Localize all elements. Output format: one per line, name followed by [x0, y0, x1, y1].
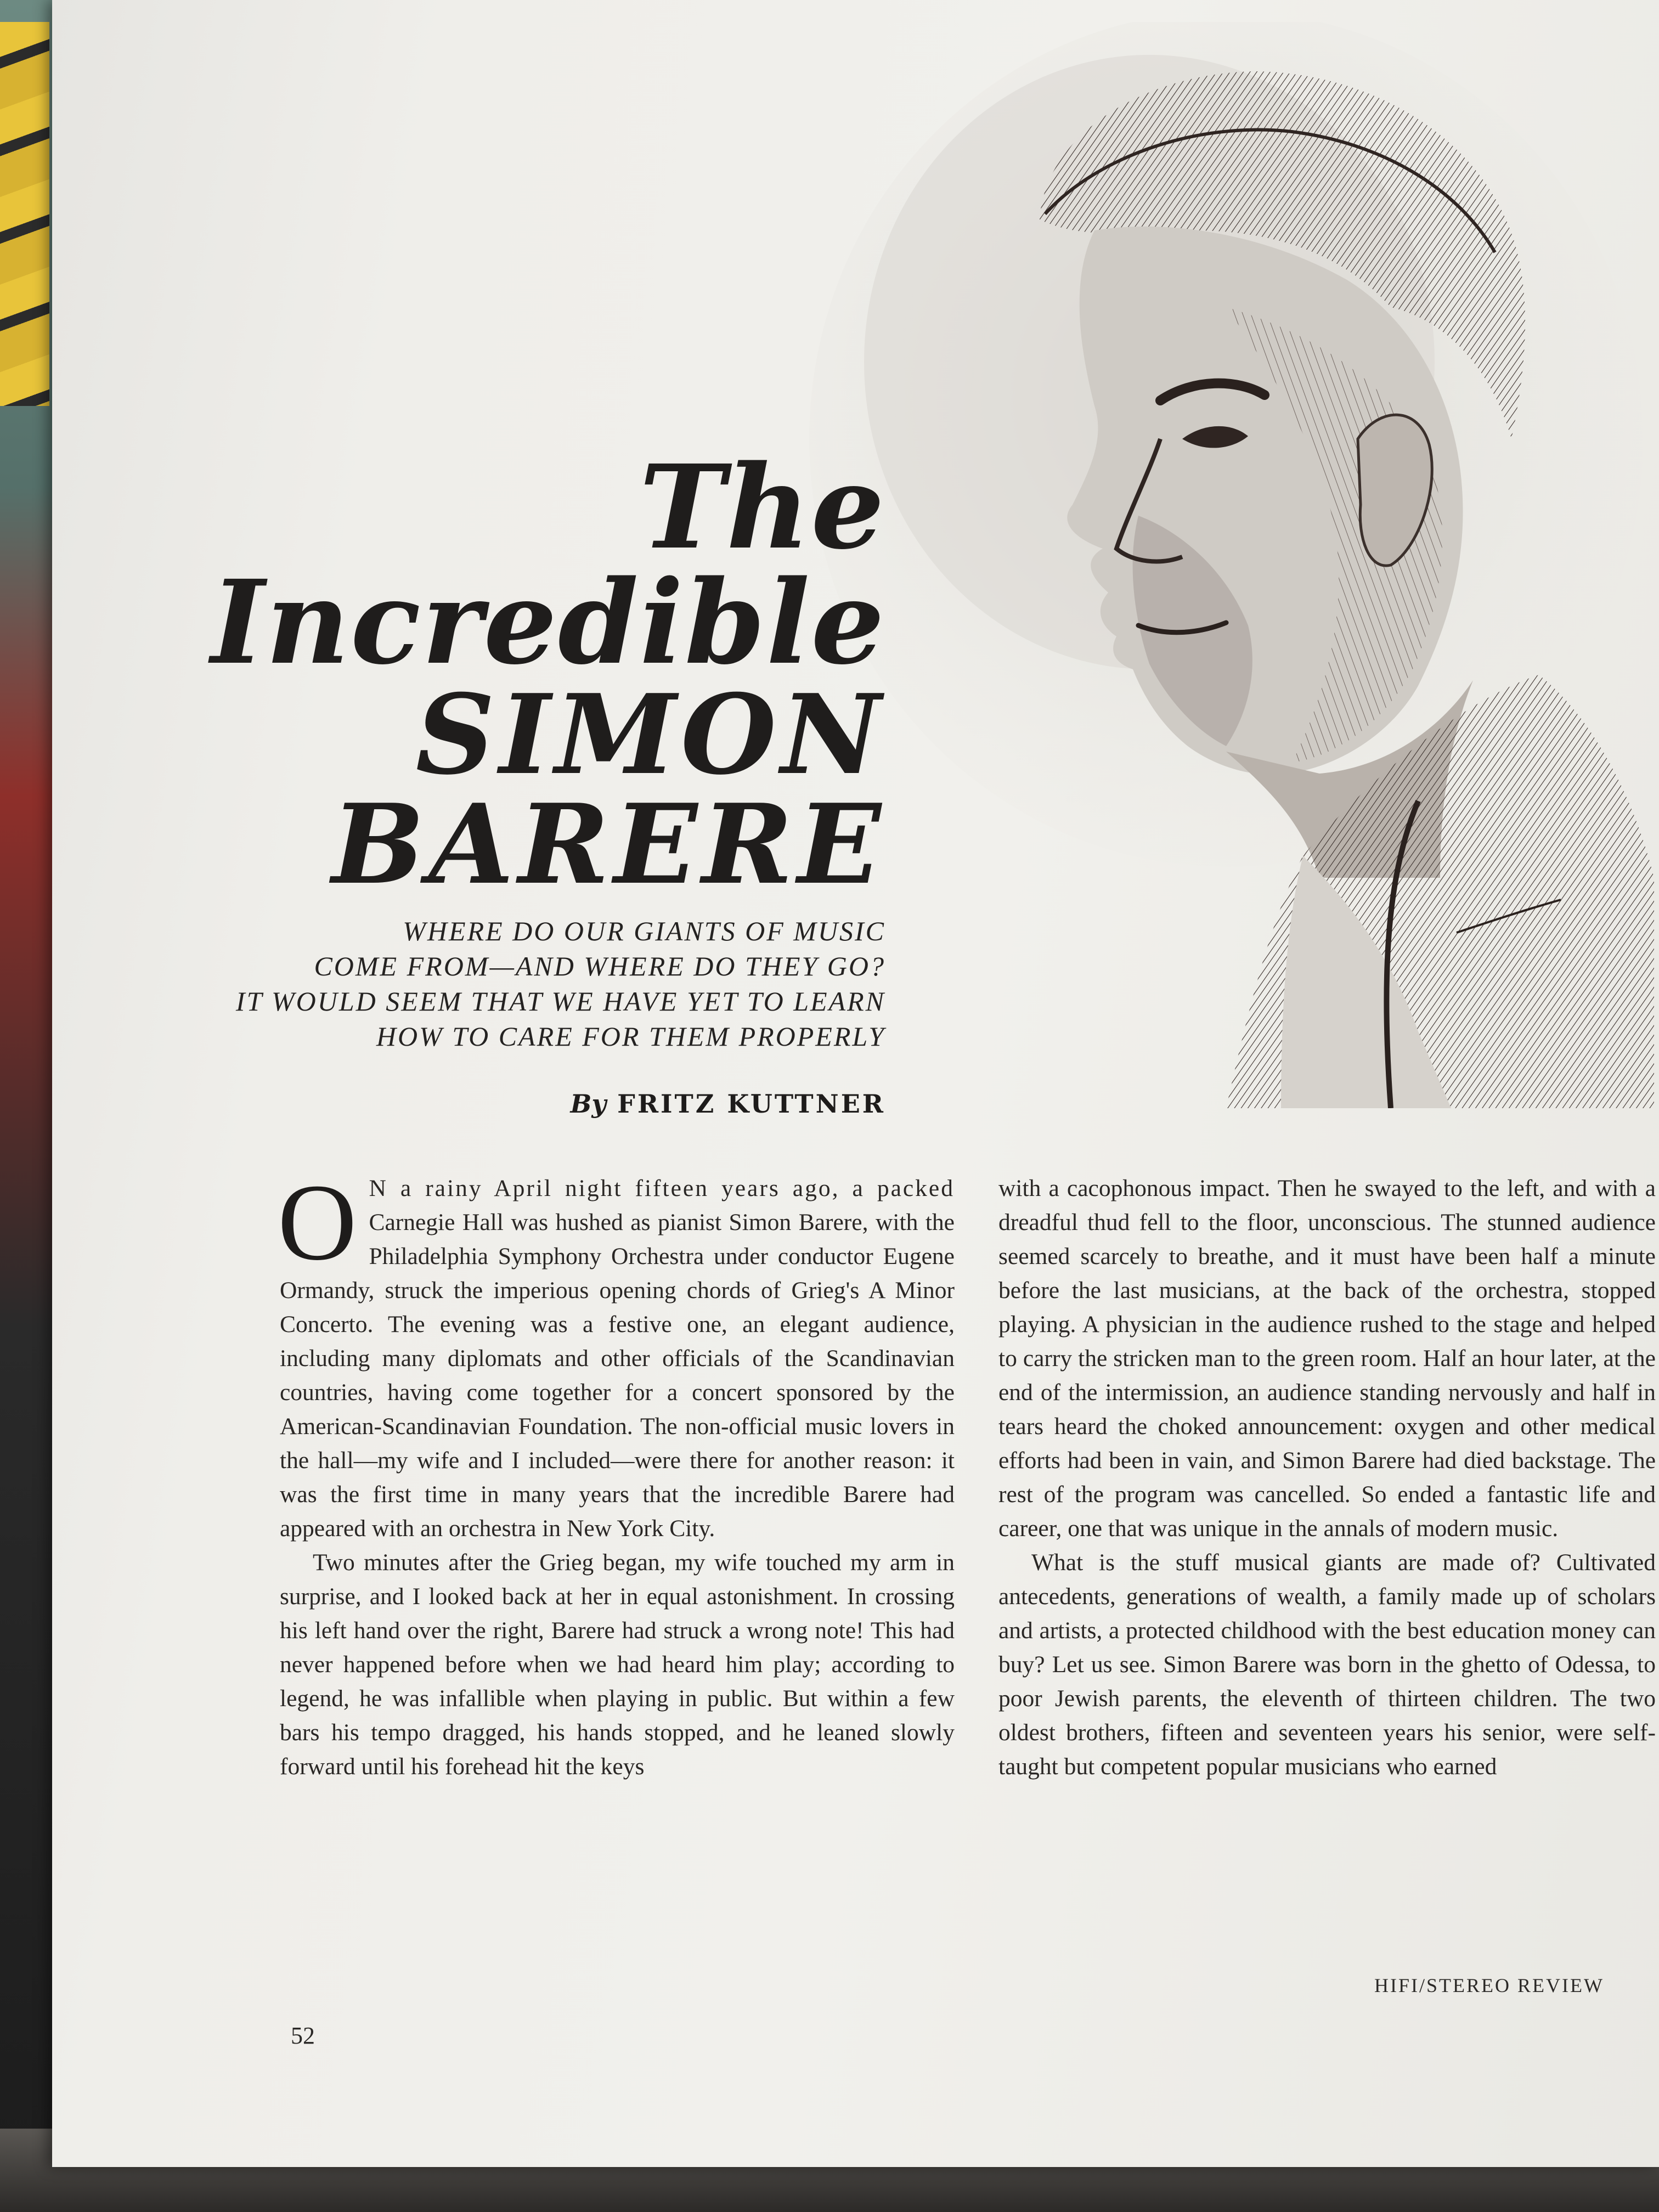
- deck-line: WHERE DO OUR GIANTS OF MUSIC: [403, 916, 885, 946]
- title-line-incredible: Incredible: [211, 555, 885, 690]
- paragraph: Two minutes after the Grieg began, my wife touched my arm in surprise, and I looked back at her in equal astonishment. In crossing his left hand over the right, Barere had struck a wrong note! This had never happened before when we had heard him play; according to legend, he was infallible when playing in public. But within a few bars his tempo dragged, his hands stopped, and he leaned slowly forward until his forehead hit the keys: [280, 1549, 955, 1780]
- portrait-illustration: [809, 22, 1659, 1108]
- paragraph-text: Carnegie Hall was hushed as pianist Simon Barere, with the Philadelphia Symphony Orchestra under conductor Eugene Ormandy, struck the imperious opening chords of Grieg's A Minor Concerto. The evening was a festive one, an elegant audience, including many diplomats and other officials of the Scandinavian countries, having come together for a concert sponsored by the American-Scandinavian Foundation. The non-official music lovers in the hall—my wife and I included—were there for another reason: it was the first time in many years that the incredible Barere had appeared with an orchestra in New York City.: [280, 1209, 955, 1542]
- title-line-simon: SIMON: [415, 670, 885, 799]
- lead-in: N a rainy April night fifteen years ago, a packed: [369, 1175, 955, 1201]
- magazine-page: [52, 0, 1659, 2167]
- paragraph: [278, 1162, 955, 1545]
- article-column-2: [998, 1171, 1656, 1784]
- deck-line: COME FROM—AND WHERE DO THEY GO?: [314, 951, 885, 981]
- magazine-name: HIFI/STEREO REVIEW: [1374, 1974, 1604, 1996]
- paragraph: with a cacophonous impact. Then he swayed to the left, and with a dreadful thud fell to the floor, unconscious. The stunned audience seemed scarcely to breathe, and it must have been half a minute before the last musicians, at the back of the orchestra, stopped playing. A physician in the audience rushed to the stage and helped to carry the stricken man to the green room. Half an hour later, at the end of the intermission, an audience standing nervously and half in tears heard the choked announcement: oxygen and other medical efforts had been in vain, and Simon Barere had died backstage. The rest of the program was cancelled. So ended a fantastic life and career, one that was unique in the annals of modern music.: [998, 1175, 1656, 1542]
- deck-line: IT WOULD SEEM THAT WE HAVE YET TO LEARN: [235, 986, 885, 1017]
- title-line-the: The: [639, 439, 885, 575]
- deck-line: HOW TO CARE FOR THEM PROPERLY: [376, 1021, 885, 1052]
- article-title: [117, 439, 885, 909]
- background-comic-cover: [0, 22, 49, 406]
- title-line-barere: BARERE: [331, 780, 885, 909]
- drop-cap: O: [278, 1162, 357, 1283]
- article-deck: [117, 913, 885, 1054]
- article-column-1: [278, 1162, 955, 1784]
- byline: [337, 1089, 885, 1119]
- byline-author: FRITZ KUTTNER: [617, 1089, 885, 1119]
- byline-prefix: By: [570, 1089, 607, 1119]
- page-number: 52: [291, 2022, 315, 2049]
- paragraph: What is the stuff musical giants are made of? Cultivated antecedents, generations of wealth, a family made up of scholars and artists, a protected childhood with the best education money can buy? Let us see. Simon Barere was born in the ghetto of Odessa, to poor Jewish parents, the eleventh of thirteen children. The two oldest brothers, fifteen and seventeen years his senior, were self-taught but competent popular musicians who earned: [998, 1549, 1656, 1780]
